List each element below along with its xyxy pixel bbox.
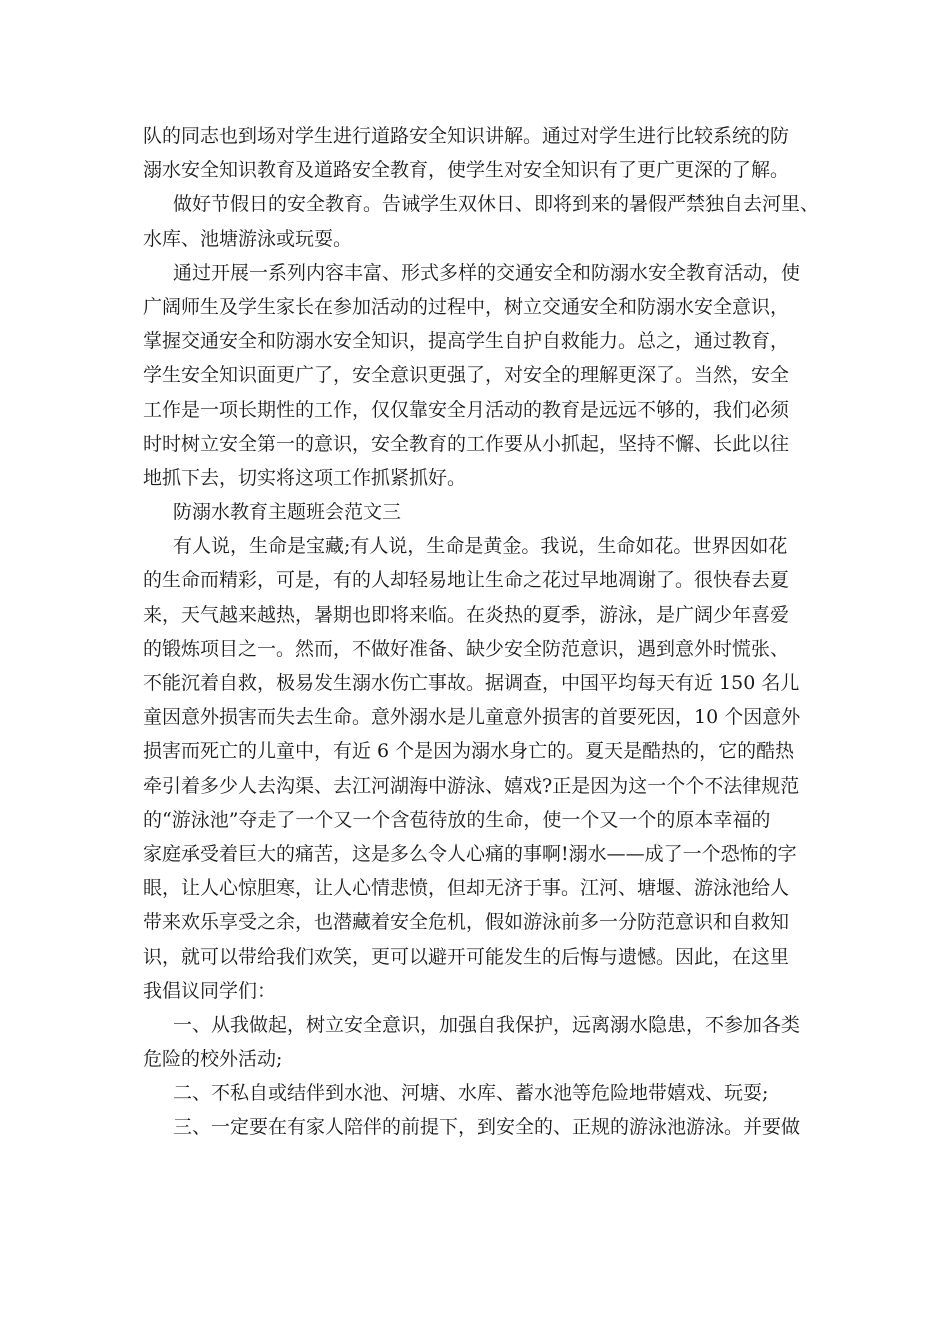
text-line: 眼，让人心惊胆寒，让人心情悲愤，但却无济于事。江河、塘堰、游泳池给人 [143, 877, 790, 900]
text-line: 时时树立安全第一的意识，安全教育的工作要从小抓起，坚持不懈、长此以往 [143, 432, 790, 455]
text-line: 一、从我做起，树立安全意识，加强自我保护，远离溺水隐患，不参加各类 [173, 1013, 801, 1036]
text-line: 危险的校外活动; [143, 1048, 283, 1071]
text-line: 损害而死亡的儿童中，有近 6 个是因为溺水身亡的。夏天是酷热的，它的酷热 [143, 740, 795, 763]
text-line: 水库、池塘游泳或玩耍。 [143, 227, 353, 250]
text-line: 溺水安全知识教育及道路安全教育，使学生对安全知识有了更广更深的了解。 [143, 159, 790, 182]
text-line: 童因意外损害而失去生命。意外溺水是儿童意外损害的首要死因，10 个因意外 [143, 706, 801, 729]
text-line: 不能沉着自救，极易发生溺水伤亡事故。据调查，中国平均每天有近 150 名儿 [143, 672, 800, 694]
text-line: 的“游泳池”夺走了一个又一个含苞待放的生命，使一个又一个的原本幸福的 [143, 808, 771, 831]
text-line: 二、不私自或结伴到水池、河塘、水库、蓄水池等危险地带嬉戏、玩耍; [173, 1082, 769, 1105]
text-line: 有人说，生命是宝藏;有人说，生命是黄金。我说，生命如花。世界因如花 [173, 535, 788, 558]
text-line: 学生安全知识面更广了，安全意识更强了，对安全的理解更深了。当然，安全 [143, 364, 790, 387]
text-line: 工作是一项长期性的工作，仅仅靠安全月活动的教育是远远不够的，我们必须 [143, 398, 790, 421]
text-line: 队的同志也到场对学生进行道路安全知识讲解。通过对学生进行比较系统的防 [143, 125, 790, 147]
text-line: 地抓下去，切实将这项工作抓紧抓好。 [143, 466, 467, 489]
text-line: 做好节假日的安全教育。告诫学生双休日、即将到来的暑假严禁独自去河里、 [173, 193, 820, 216]
document-body [143, 119, 820, 1145]
text-line: 我倡议同学们： [143, 979, 277, 1002]
text-line: 牵引着多少人去沟渠、去江河湖海中游泳、嬉戏?正是因为这一个个不法律规范 [143, 774, 800, 797]
text-line: 广阔师生及学生家长在参加活动的过程中，树立交通安全和防溺水安全意识， [143, 295, 790, 318]
text-line: 防溺水教育主题班会范文三 [173, 501, 402, 524]
text-line: 的生命而精彩，可是，有的人却轻易地让生命之花过早地凋谢了。很快春去夏 [143, 569, 790, 592]
text-line: 带来欢乐享受之余，也潜藏着安全危机，假如游泳前多一分防范意识和自救知 [143, 911, 790, 934]
text-line: 来，天气越来越热，暑期也即将来临。在炎热的夏季，游泳，是广阔少年喜爱 [143, 603, 790, 626]
text-line: 三、一定要在有家人陪伴的前提下，到安全的、正规的游泳池游泳。并要做 [173, 1116, 801, 1139]
text-line: 的锻炼项目之一。然而，不做好准备、缺少安全防范意识，遇到意外时慌张、 [143, 637, 790, 660]
text-line: 家庭承受着巨大的痛苦，这是多么令人心痛的事啊!溺水——成了一个恐怖的字 [143, 842, 797, 865]
text-line: 掌握交通安全和防溺水安全知识，提高学生自护自救能力。总之，通过教育， [143, 330, 790, 353]
text-line: 识，就可以带给我们欢笑，更可以避开可能发生的后悔与遗憾。因此，在这里 [143, 945, 790, 968]
text-line: 通过开展一系列内容丰富、形式多样的交通安全和防溺水安全教育活动，使 [173, 261, 801, 284]
